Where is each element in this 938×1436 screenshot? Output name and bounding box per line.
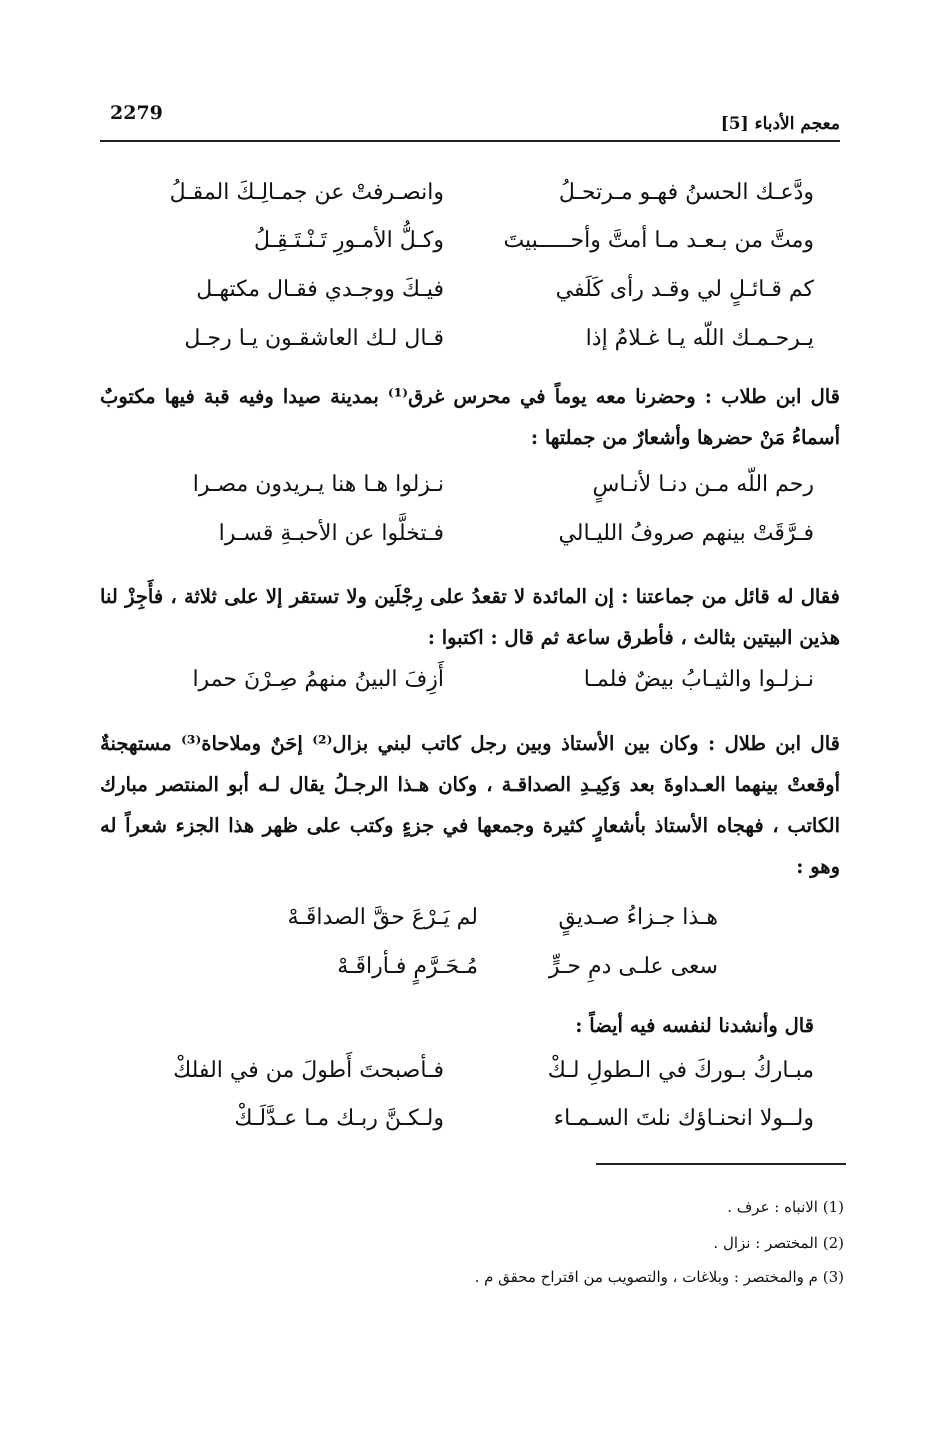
footnote: (2) المختصر : نزال . xyxy=(713,1234,844,1252)
verse-line xyxy=(114,228,814,274)
footnote: (3) م والمختصر : وبلاغات ، والتصويب من اقتراح محقق م . xyxy=(474,1268,844,1286)
verse-second-hemistich: وكـلُّ الأمـورِ تَـنْـتَـقِـلُ xyxy=(253,228,444,253)
verse-line xyxy=(218,905,718,951)
verse-first-hemistich: فـرَّقَتْ بينهم صروفُ الليـالي xyxy=(558,521,814,546)
verse-second-hemistich: وانصـرفتْ عن جمـالِـكَ المقـلُ xyxy=(169,180,444,205)
verse-first-hemistich: هـذا جـزاءُ صـديقٍ xyxy=(558,905,718,930)
verse-second-hemistich: أَزِفَ البينُ منهمُ صِـرْنَ حمرا xyxy=(192,667,444,692)
verse-line xyxy=(114,326,814,372)
verse-second-hemistich: فـتخلَّوا عن الأحبـةِ قسـرا xyxy=(218,521,444,546)
verse-line xyxy=(114,1058,814,1104)
verse-second-hemistich: قـال لـك العاشقـون يـا رجـل xyxy=(184,326,444,351)
verse-line xyxy=(114,277,814,323)
verse-line xyxy=(114,667,814,713)
verse-first-hemistich: مبـاركُ بـوركَ في الـطولِ لـكْ xyxy=(547,1058,814,1083)
verse-second-hemistich: فيـكَ ووجـدي فقـال مكتهـل xyxy=(196,277,444,302)
verse-first-hemistich: نـزلـوا والثيـابُ بيضٌ فلمـا xyxy=(583,667,814,692)
verse-first-hemistich: كم قـائـلٍ لي وقـد رأى كَلَفي xyxy=(555,277,814,302)
verse-second-hemistich: فـأصبحتَ أَطولَ من في الفلكْ xyxy=(173,1058,444,1083)
verse-line xyxy=(218,954,718,1000)
page-number: 2279 xyxy=(110,102,163,124)
verse-second-hemistich: ولـكـنَّ ربـك مـا عـدَّلَـكْ xyxy=(234,1106,444,1131)
header-rule xyxy=(100,140,840,142)
footnote-separator xyxy=(596,1163,846,1165)
prose-paragraph: قال ابن طلاب : وحضرنا معه يوماً في محرس غرق⁽¹⁾ بمدينة صيدا وفيه قبة فيها مكتوبٌ أسماءُ مَنْ حضرها وأشعارٌ من جملتها : xyxy=(100,385,840,449)
verse-second-hemistich: نـزلوا هـا هنا يـريدون مصـرا xyxy=(192,472,444,497)
verse-line xyxy=(114,521,814,567)
prose-paragraph: قال ابن طلال : وكان بين الأستاذ وبين رجل كاتب لبني بزال⁽²⁾ إحَنٌ وملاحاة⁽³⁾ مستهجنةٌ أوقعتْ بينهما العـداوةَ بعد وَكِيـدِ الصداقـة ، وكان هـذا الرجـلُ يقال لـه أبو المنتصر مبارك الكاتب ، فهجاه الأستاذ بأشعارٍ كثيرة وجمعها في جزءٍ وكتب على ظهر هذا الجزء شعراً له وهو : xyxy=(100,732,840,878)
footnote: (1) الانباه : عرف . xyxy=(727,1198,844,1216)
verse-first-hemistich: يـرحـمـك اللّه يـا غـلامُ إذا xyxy=(585,326,814,351)
prose-line: قال وأنشدنا لنفسه فيه أيضاً : xyxy=(575,1014,814,1037)
verse-line xyxy=(114,1106,814,1152)
verse-second-hemistich: مُـحَـرَّمٍ فـأراقَـهْ xyxy=(337,954,478,979)
verse-first-hemistich: ومتَّ من بـعـد مـا أمتَّ وأحـــــبيتَ xyxy=(503,228,814,253)
running-head: معجم الأدباء [5] xyxy=(720,114,840,134)
verse-first-hemistich: ودَّعـك الحسنُ فهـو مـرتحـلُ xyxy=(558,180,814,205)
verse-first-hemistich: رحم اللّه مـن دنـا لأنـاسٍ xyxy=(592,472,814,497)
verse-first-hemistich: سعى علـى دمِ حـرٍّ xyxy=(548,954,718,979)
verse-line xyxy=(114,472,814,518)
verse-second-hemistich: لم يَـرْعَ حقَّ الصداقَـهْ xyxy=(287,905,478,930)
prose-paragraph: فقال له قائل من جماعتنا : إن المائدة لا تقعدُ على رِجْلَين ولا تستقر إلا على ثلاثة ، فأَجِزْ لنا هذين البيتين بثالث ، فأطرق ساعة ثم قال : اكتبوا : xyxy=(100,585,840,649)
verse-line xyxy=(114,180,814,226)
verse-first-hemistich: ولــولا انحنـاؤك نلتَ السـمـاء xyxy=(553,1106,814,1131)
